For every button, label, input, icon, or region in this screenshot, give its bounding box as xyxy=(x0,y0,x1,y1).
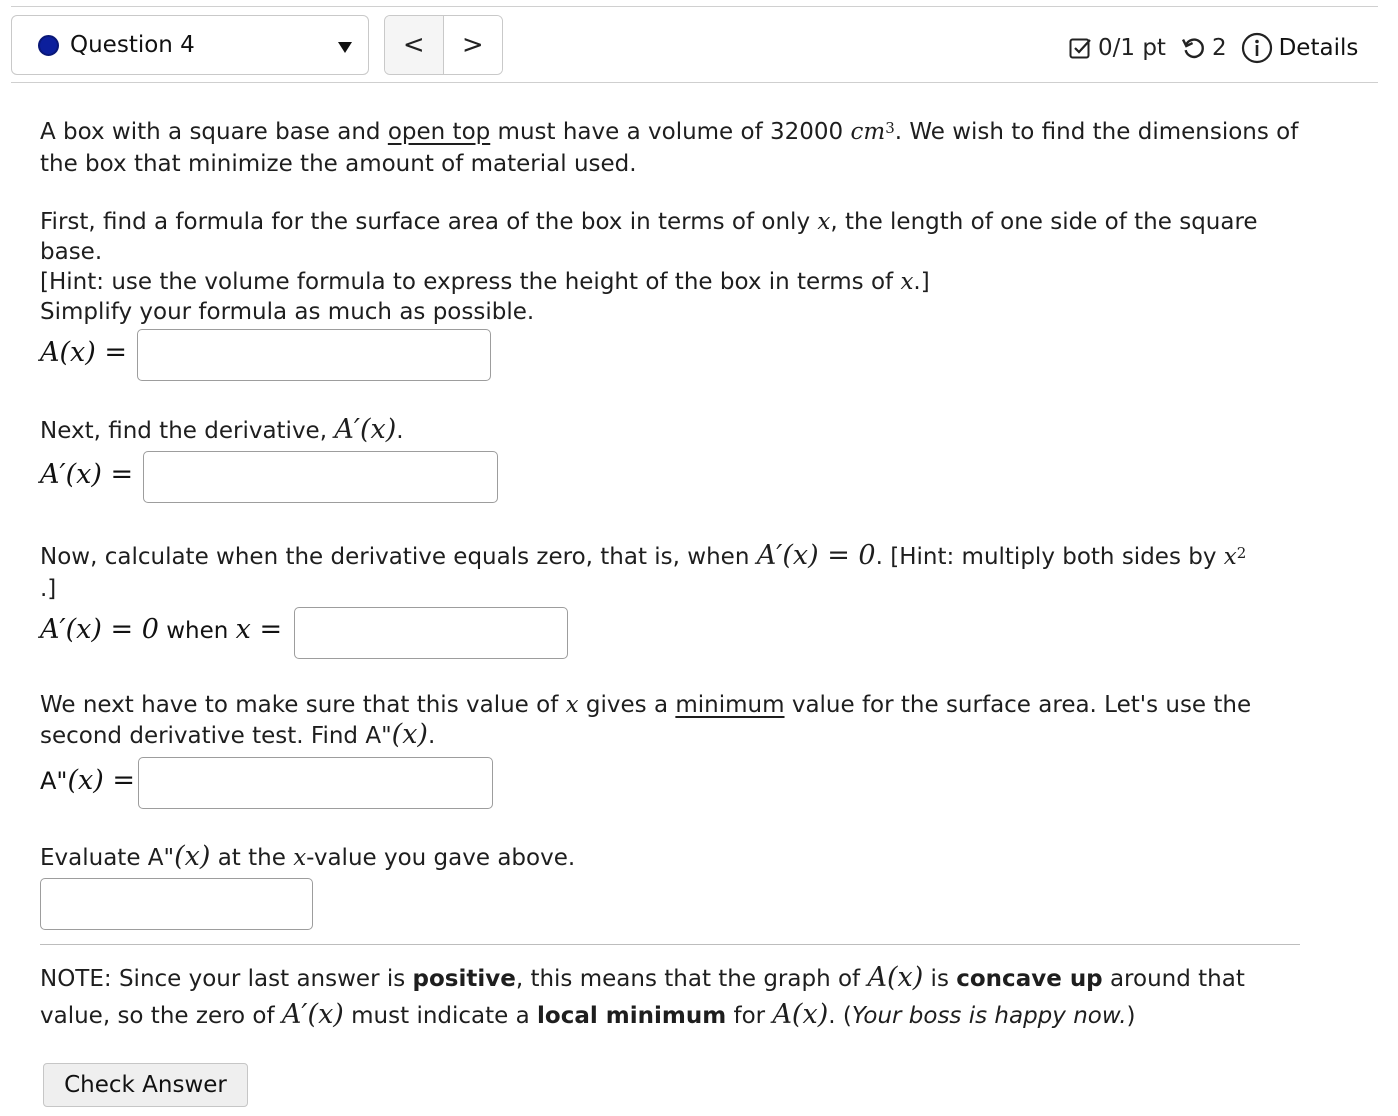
note-text: NOTE: Since your last answer is positive, this means that the graph of A(x) is concave up around that value, so the zero of A′(x) must indicate a local minimum for A(x). (Your boss is happy now.) xyxy=(40,962,1245,1030)
checkbox-icon xyxy=(1068,36,1092,60)
details-link[interactable] xyxy=(1241,32,1359,64)
step1-simplify: Simplify your formula as much as possible. xyxy=(40,299,535,325)
open-top-link: open top xyxy=(387,119,491,145)
evaluate-input[interactable] xyxy=(40,878,313,930)
status-dot-icon xyxy=(38,35,59,56)
minimum-link: minimum xyxy=(675,692,785,718)
critical-point-lhs: A′(x) = 0 when x = xyxy=(40,614,283,645)
step3-text: Now, calculate when the derivative equals zero, that is, when A′(x) = 0. [Hint: multiply both sides by $x^2$ .] xyxy=(40,540,1247,602)
question-selector[interactable] xyxy=(11,15,369,75)
caret-down-icon xyxy=(338,42,352,53)
second-derivative-input[interactable] xyxy=(138,757,493,809)
check-answer-button[interactable]: Check Answer xyxy=(43,1063,248,1107)
derivative-lhs: A′(x) = xyxy=(40,459,134,490)
header-rule xyxy=(11,82,1378,83)
area-lhs: A(x) = xyxy=(40,337,127,368)
info-icon xyxy=(1241,32,1273,64)
step2-text: Next, find the derivative, A′(x). xyxy=(40,414,404,445)
details-label: Details xyxy=(1278,35,1359,61)
note-divider xyxy=(40,944,1300,945)
next-question-button[interactable]: > xyxy=(444,16,503,74)
area-answer-input[interactable] xyxy=(137,329,491,381)
score-bar xyxy=(1068,30,1358,66)
top-rule xyxy=(11,6,1378,7)
derivative-answer-input[interactable] xyxy=(143,451,498,503)
step5-text: Evaluate A"(x) at the x-value you gave above. xyxy=(40,841,576,872)
problem-intro: A box with a square base and open top must have a volume of 32000 $cm^3$. We wish to find the dimensions of the box that minimize the amount of material used. xyxy=(40,119,1299,177)
critical-point-input[interactable] xyxy=(294,607,568,659)
step1-hint: [Hint: use the volume formula to express the height of the box in terms of x.] xyxy=(40,269,930,295)
question-label: Question 4 xyxy=(70,32,195,58)
second-derivative-lhs: A"(x) = xyxy=(40,765,135,796)
score-text: 0/1 pt xyxy=(1098,35,1166,61)
attempts-count: 2 xyxy=(1211,35,1227,61)
previous-question-button[interactable]: < xyxy=(385,16,444,74)
step4-text: We next have to make sure that this value of x gives a minimum value for the surface area. Let's use the second derivative test. Find A"(x). xyxy=(40,692,1252,750)
step1-text: First, find a formula for the surface area of the box in terms of only x, the length of one side of the square base. xyxy=(40,209,1258,265)
retry-icon xyxy=(1180,35,1206,61)
question-nav xyxy=(384,15,503,75)
